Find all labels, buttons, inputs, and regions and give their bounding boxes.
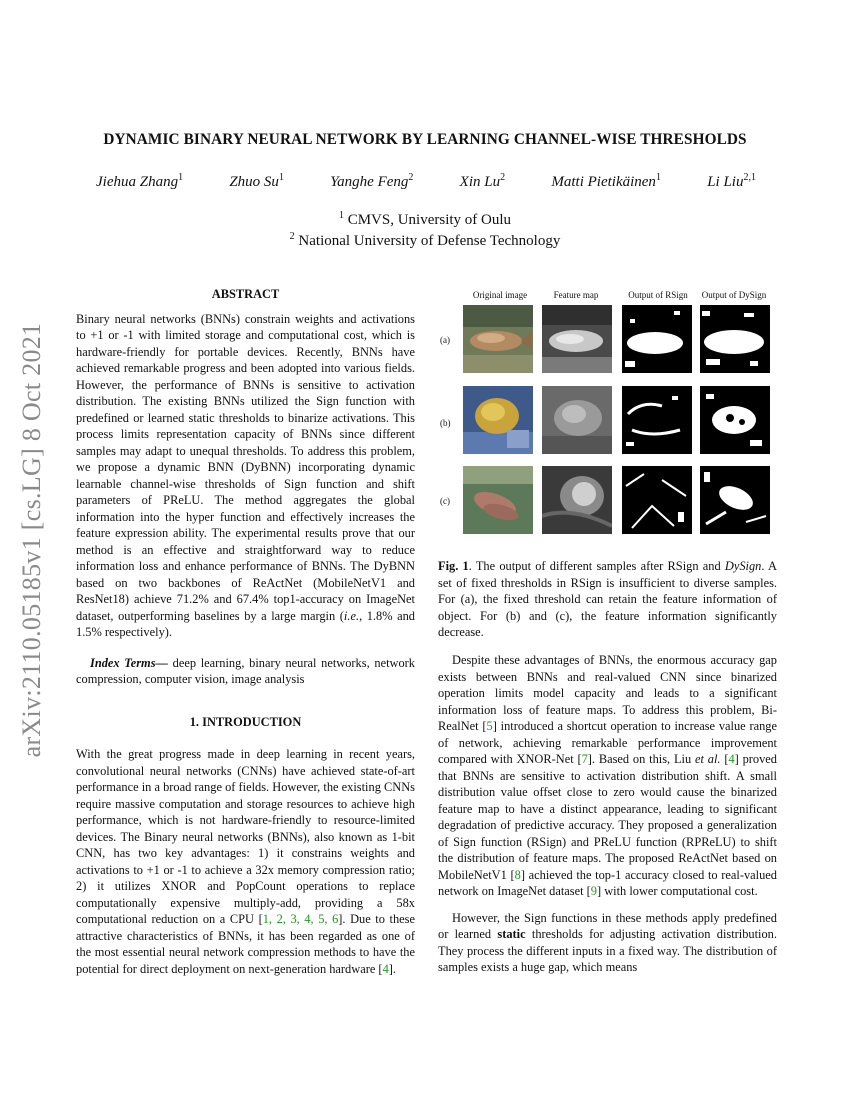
- figure-column-label: Output of DySign: [701, 290, 767, 300]
- feature-map-a: [542, 305, 612, 373]
- paragraph: Despite these advantages of BNNs, the enormous accuracy gap exists between BNNs and real-valued CNN since binarized operation limits model capacity and leads to a significant information loss of feature maps. To address this problem, Bi-RealNet [5] introduced a shortcut operation to increase value range of network, achieving remarkable performance improvement compared with XNOR-Net [7]. Based on this, Liu et al. [4] proved that BNNs are sensitive to activation distribution shift. A small distribution value offset close to zero would cause the binarized feature map to have a distinct appearance, leading to significant degradation of predictive accuracy. They proposed a generalization of Sign function (RSign) and PReLU function (RPReLU) to shift the distribution of feature maps. The proposed ReActNet based on MobileNetV1 [8] achieved the top-1 accuracy closed to real-valued network on ImageNet dataset [9] with lower computational cost.: [438, 653, 778, 898]
- rsign-output-b: [622, 386, 692, 454]
- index-terms: Index Terms— deep learning, binary neural networks, network compression, computer vision, image analysis: [76, 655, 415, 686]
- arxiv-stamp-text: arXiv:2110.05185v1 [cs.LG] 8 Oct 2021: [17, 322, 46, 758]
- original-image-a: [463, 305, 533, 373]
- dysign-output-a: [700, 305, 770, 373]
- arxiv-stamp: [10, 300, 54, 780]
- author: Xin Lu$^2$: [459, 172, 506, 190]
- rsign-output-a: [622, 305, 692, 373]
- figure-column-label: Original image: [472, 290, 528, 300]
- feature-map-c: [542, 466, 612, 534]
- paragraph: However, the Sign functions in these methods apply predefined or learned static thresholds for adjusting activation distribution. They process the different inputs in a fixed way. The distribution of samples exists a huge gap, which means: [438, 910, 777, 974]
- author: Zhuo Su$^1$: [229, 172, 284, 190]
- citation-link[interactable]: 8: [514, 867, 521, 882]
- author: Matti Pietikäinen$^1$: [551, 172, 661, 190]
- original-image-c: [463, 466, 533, 534]
- abstract-heading: ABSTRACT: [211, 287, 280, 301]
- figure-caption: Fig. 1. The output of different samples after RSign and DySign. A set of fixed thresholds in RSign is insufficient to diverse samples. For (a), the fixed threshold can retain the feature information of object. For (b) and (c), the feature information significantly decrease.: [438, 559, 777, 639]
- figure-column-label: Output of RSign: [628, 290, 688, 300]
- citation-link[interactable]: 7: [581, 752, 588, 766]
- figure-1: [438, 290, 777, 540]
- citation-link[interactable]: 5: [486, 719, 493, 733]
- dysign-output-c: [700, 466, 770, 534]
- figure-row-label: (a): [440, 335, 450, 345]
- rsign-output-c: [622, 466, 692, 534]
- figure-row-label: (b): [440, 418, 451, 428]
- author: Yanghe Feng$^2$: [330, 172, 414, 190]
- citation-link[interactable]: 1, 2, 3, 4, 5, 6: [262, 912, 339, 926]
- right-column-body: [438, 652, 777, 976]
- original-image-b: [463, 386, 533, 454]
- affiliation: $^1$ CMVS, University of Oulu: [338, 210, 512, 228]
- figure-column-label: Feature map: [553, 290, 599, 300]
- intro-text: With the great progress made in deep learning in recent years, convolutional neural networks (CNNs) have achieved state-of-art performance in a broad range of fields. However, the existing CNNs require massive computation and storage resources to achieve high performance, which is not hardware-friendly to resource-limited devices. The Binary neural networks (BNNs), also known as 1-bit CNN, has two key advantages: 1) it constrains weights and activations to +1 or -1 to achieve a 32x memory compression ratio; 2) it utilizes XNOR and PopCount operations to replace computationally expensive multiply-add, providing a 58x computational reduction on a CPU [1, 2, 3, 4, 5, 6]. Due to these attractive characteristics of BNNs, it has been regarded as one of the most essential neural network compression methods to have the potential for direct deployment on next-generation hardware [4].: [76, 747, 415, 976]
- intro-heading: 1. INTRODUCTION: [189, 714, 302, 729]
- author: Li Liu$^{2,1}$: [707, 172, 756, 190]
- feature-map-b: [542, 386, 612, 454]
- dysign-output-b: [700, 386, 770, 454]
- author: Jiehua Zhang$^1$: [96, 172, 184, 190]
- figure-row-label: (c): [440, 496, 450, 506]
- affiliation: $^2$ National University of Defense Technology: [289, 231, 561, 249]
- abstract-text: Binary neural networks (BNNs) constrain weights and activations to +1 or -1 with limited storage and computational cost, which is hardware-friendly for portable devices. Recently, BNNs have achieved remarkable progress and been adopted into various fields. However, the performance of BNNs is sensitive to activation distribution. The existing BNNs utilized the Sign function with predefined or learned static thresholds to binarize activations. This process limits representation capacity of BNNs since different samples may adapt to unequal thresholds. To address this problem, we propose a dynamic BNN (DyBNN) incorporating dynamic learnable channel-wise thresholds of Sign function and shift parameters of PReLU. The method aggregates the global information into the hyper function and effectively increases the feature expression ability. The experimental results prove that our method is an effective and straightforward way to reduce information loss and enhance performance of BNNs. The DyBNN based on two backbones of ReActNet (MobileNetV1 and ResNet18) achieve 71.2% and 67.4% top1-accuracy on ImageNet dataset, outperforming baselines by a large margin (i.e., 1.8% and 1.5% respectively).: [76, 311, 415, 639]
- citation-link[interactable]: 4: [728, 752, 735, 766]
- citation-link[interactable]: 9: [590, 884, 597, 898]
- author-list: [96, 172, 756, 191]
- left-column: [76, 286, 415, 977]
- citation-link[interactable]: 4: [382, 961, 389, 976]
- paper-title: DYNAMIC BINARY NEURAL NETWORK BY LEARNING CHANNEL-WISE THRESHOLDS: [103, 131, 747, 148]
